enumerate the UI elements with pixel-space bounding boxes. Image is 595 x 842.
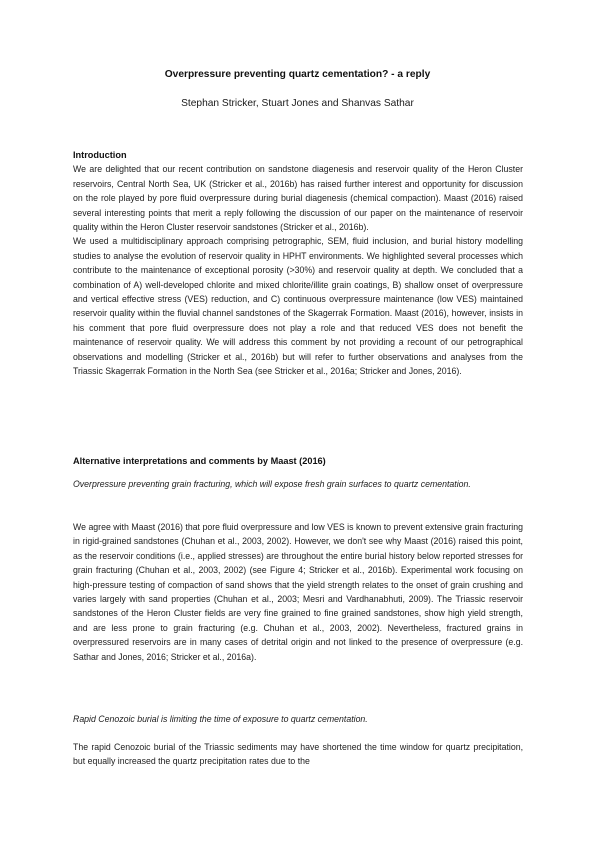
introduction-paragraph-1: We are delighted that our recent contribution on sandstone diagenesis and reservoir quality of the Heron Cluster reservoirs, Central North Sea, UK (Stricker et al., 2016b) has raised further interest and opportunity for discussion on the role played by pore fluid overpressure during burial diagenesis (chemical compaction). Maast (2016) raised several interesting points that merit a reply following the discussion of our paper on the maintenance of reservoir quality within the Heron Cluster reservoir sandstones (Stricker et al., 2016b). (73, 164, 523, 233)
introduction-section (73, 148, 523, 379)
rapid-burial-paragraph: The rapid Cenozoic burial of the Triassic sediments may have shortened the time window for quartz precipitation, but equally increased the quartz precipitation rates due to the (73, 742, 523, 767)
grain-fracturing-paragraph: We agree with Maast (2016) that pore fluid overpressure and low VES is known to prevent extensive grain fracturing in rigid-grained sandstones (Chuhan et al., 2003, 2002). However, we don't see why Maast (2016) raised this point, as the reservoir conditions (i.e., applied stresses) are throughout the entire burial history below reported stresses for grain fracturing (Chuhan et al., 2003, 2002) (see Figure 4; Stricker et al., 2016b). Experimental work focusing on high-pressure testing of compaction of sand shows that the yield strength relates to the onset of grain crushing and varies largely with sand properties (Chuhan et al., 2003; Mesri and Vardhanabhuti, 2009). The Triassic reservoir sandstones of the Heron Cluster fields are very fine grained to fine grained sandstones, show high yield strength, and are less prone to grain fracturing (e.g. Chuhan et al., 2003, 2002). Nevertheless, fractured grains in overpressured reservoirs are in many cases of detrital origin and not linked to the presence of overpressure (e.g. Sathar and Jones, 2016; Stricker et al., 2016a). (73, 522, 523, 662)
subheading-grain-fracturing: Overpressure preventing grain fracturing, which will expose fresh grain surfaces to quartz cementation. (73, 479, 471, 489)
paper-authors: Stephan Stricker, Stuart Jones and Shanvas Sathar (181, 98, 414, 109)
subheading-rapid-cenozoic-burial: Rapid Cenozoic burial is limiting the time of exposure to quartz cementation. (73, 714, 368, 724)
section-heading-introduction: Introduction (73, 150, 127, 160)
introduction-paragraph-2: We used a multidisciplinary approach comprising petrographic, SEM, fluid inclusion, and burial history modelling studies to analyse the evolution of reservoir quality in HPHT environments. We highlighted several processes which contribute to the maintenance of exceptional porosity (>30%) and reservoir quality at depth. We concluded that a combination of A) well-developed chlorite and mixed chlorite/illite grain coatings, B) shallow onset of overpressure and vertical effective stress (VES) reduction, and C) continuous overpressure maintenance (low VES) maintained reservoir quality within the fluvial channel sandstones of the Skagerrak Formation. Maast (2016), however, insists in his comment that pore fluid overpressure does not play a role and that reduced VES does not benefit the maintenance of reservoir quality. We will address this comment by not providing a recount of our petrographical observations and modelling (Stricker et al., 2016b) but will refer to further observations and analyses from the Triassic Skagerrak Formation in the North Sea (see Stricker et al., 2016a; Stricker and Jones, 2016). (73, 236, 523, 377)
paper-title: Overpressure preventing quartz cementation? - a reply (164, 69, 431, 80)
alternative-interpretations-heading-block (73, 454, 523, 468)
section-heading-alternative-interpretations: Alternative interpretations and comments by Maast (2016) (73, 456, 326, 466)
